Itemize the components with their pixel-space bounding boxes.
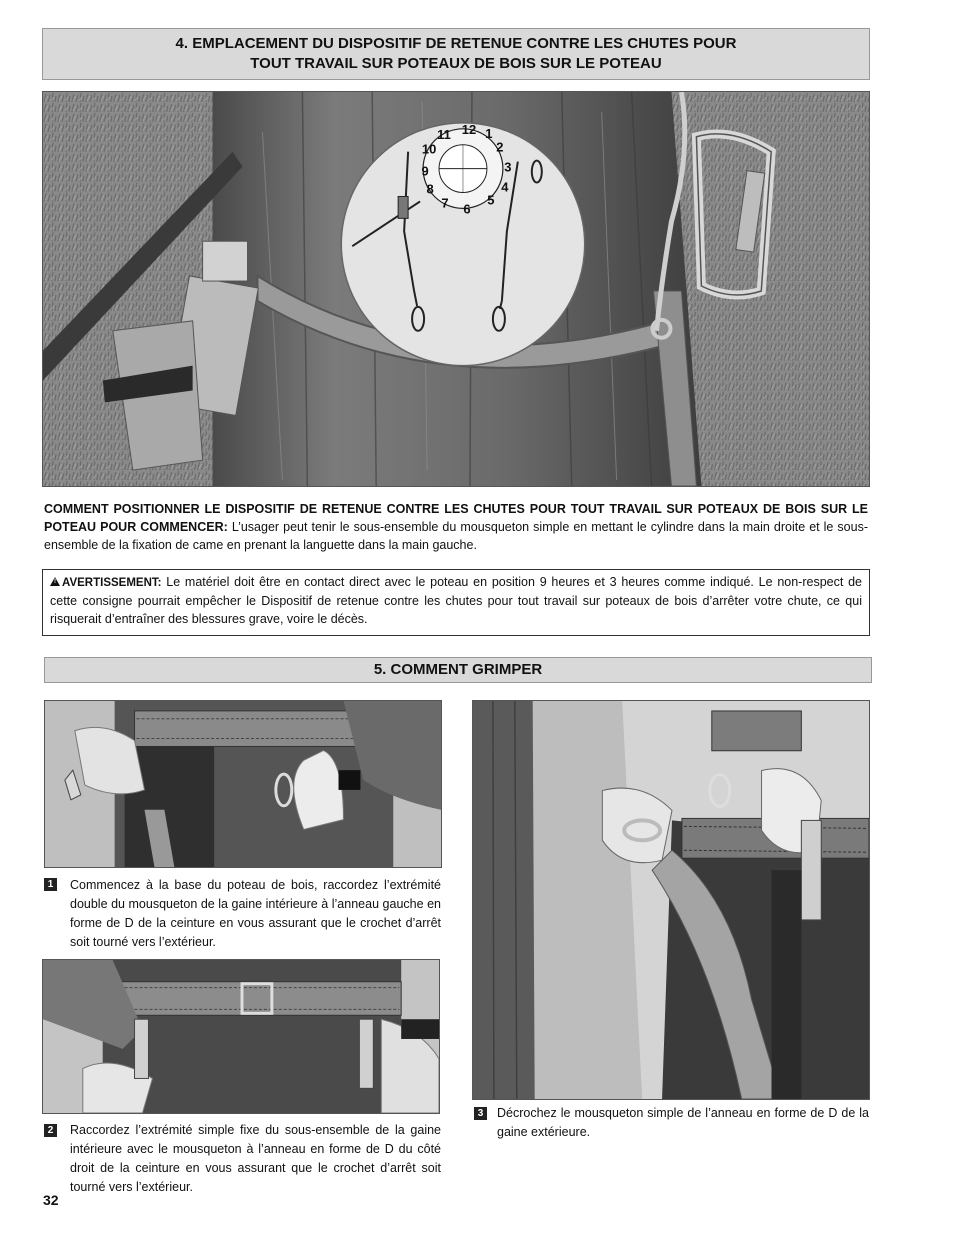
clock-label-12: 12	[461, 121, 477, 137]
section-4-title-line2: TOUT TRAVAIL SUR POTEAUX DE BOIS SUR LE POTEAU	[250, 55, 662, 72]
clock-label-3: 3	[504, 159, 512, 175]
clock-label-10: 10	[421, 141, 437, 157]
step-2-text: Raccordez l’extrémité simple fixe du sous-ensemble de la gaine intérieure avec le mousqueton à l’anneau en forme de D du côté droit de la ceinture en vous assurant que le crochet d’arrêt soit tourné vers l’extérieur.	[70, 1123, 441, 1194]
section-5-title: 5. COMMENT GRIMPER	[373, 661, 543, 678]
clock-label-6: 6	[463, 201, 471, 217]
clock-label-1: 1	[485, 125, 493, 141]
step-2-photo	[42, 959, 440, 1114]
step-1-photo	[44, 700, 442, 868]
section-4-header	[42, 28, 870, 80]
clock-label-11: 11	[437, 126, 451, 142]
warning-box	[42, 569, 870, 636]
pole-fall-restraint-photo	[42, 91, 870, 487]
clock-label-9: 9	[421, 163, 429, 179]
warning-icon	[50, 577, 60, 586]
clock-label-4: 4	[501, 179, 509, 195]
step-3-text: Décrochez le mousqueton simple de l’anneau en forme de D de la gaine extérieure.	[497, 1106, 869, 1139]
clock-label-7: 7	[441, 195, 449, 211]
step-2-number: 2	[44, 1124, 57, 1137]
step-1-number: 1	[44, 878, 57, 891]
section-5-header	[44, 657, 872, 683]
positioning-text: L’usager peut tenir le sous-ensemble du mousqueton simple en mettant le cylindre dans la main droite et le sous-ensemble de la fixation de came en prenant la languette dans la main gauche.	[44, 520, 868, 552]
page-number: 32	[43, 1192, 59, 1208]
step-3-photo	[472, 700, 870, 1100]
clock-label-5: 5	[487, 192, 495, 208]
warning-text: Le matériel doit être en contact direct avec le poteau en position 9 heures et 3 heures comme indiqué. Le non-respect de cette consigne pourrait empêcher le Dispositif de retenue contre les chutes pour tout travail sur poteaux de bois d’arrêter votre chute, ce qui risquerait d’entraîner des blessures grave, voire le décès.	[50, 575, 862, 626]
section-4-title-line1: 4. EMPLACEMENT DU DISPOSITIF DE RETENUE CONTRE LES CHUTES POUR	[175, 35, 737, 52]
warning-label: AVERTISSEMENT:	[62, 577, 162, 589]
step-3-number: 3	[474, 1107, 487, 1120]
positioning-instructions	[44, 500, 868, 554]
clock-label-2: 2	[496, 139, 504, 155]
step-1-text: Commencez à la base du poteau de bois, raccordez l’extrémité double du mousqueton de la gaine intérieure à l’anneau gauche en forme de D de la ceinture en vous assurant que le crochet d’arrêt soit tourné vers l’extérieur.	[70, 878, 441, 949]
clock-label-8: 8	[426, 181, 434, 197]
positioning-heading: COMMENT POSITIONNER LE DISPOSITIF DE RETENUE CONTRE LES CHUTES POUR TOUT TRAVAIL SUR POTEAUX DE BOIS SUR LE POTEAU POUR COMMENCER:	[44, 502, 868, 534]
